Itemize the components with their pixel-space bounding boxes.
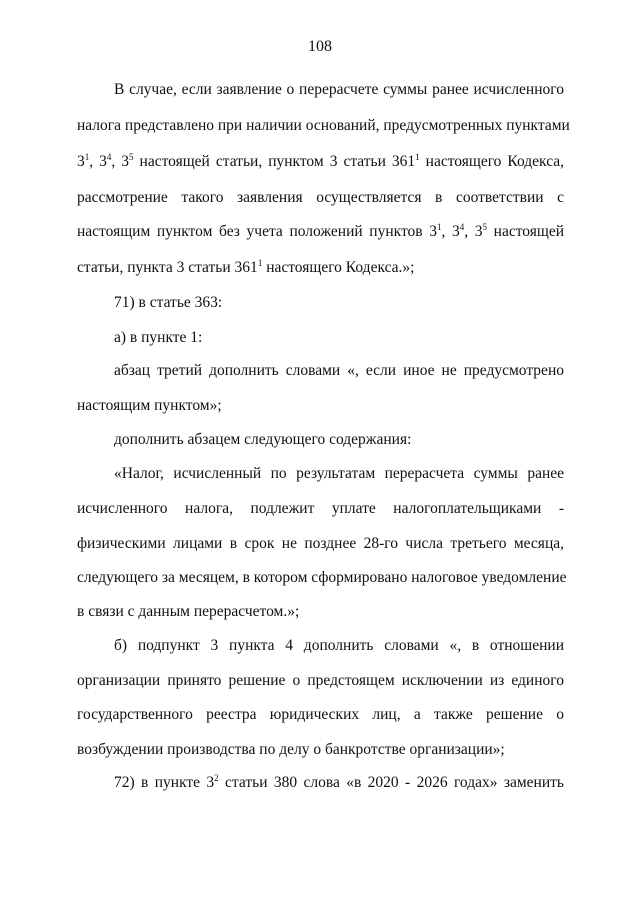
- ref-3-5: , 3: [111, 153, 130, 170]
- text-line-2: налога представлено при наличии оснований, предусмотренных пунктами: [77, 117, 570, 134]
- text-line-7: 71) в статье 363:: [114, 294, 223, 311]
- text-line-14: физическими лицами в срок не позднее 28-го числа третьего месяца,: [77, 535, 564, 552]
- text-line-15: следующего за месяцем, в котором сформировано налоговое уведомление: [77, 569, 567, 586]
- sup-2: 2: [214, 773, 219, 783]
- sup-4: 4: [106, 152, 112, 162]
- text-segment: 72) в пункте 3: [114, 774, 215, 791]
- text-line-13: исчисленного налога, подлежит уплате налогоплательщиками -: [77, 500, 564, 517]
- text-line-10: настоящим пунктом»;: [77, 397, 222, 414]
- text-line-3: [77, 152, 564, 172]
- text-segment: настоящей: [487, 223, 564, 240]
- sup-1: 1: [437, 222, 442, 232]
- text-line-12: «Налог, исчисленный по результатам перерасчета суммы ранее: [114, 465, 564, 482]
- sup-1: 1: [415, 152, 420, 162]
- sup-5: 5: [129, 152, 134, 162]
- text-line-17: б) подпункт 3 пункта 4 дополнить словами «, в отношении: [114, 637, 564, 654]
- text-segment: настоящей статьи, пунктом 3 статьи 361: [133, 153, 416, 170]
- ref-3: 3: [77, 153, 85, 170]
- ref-3-4: , 3: [89, 153, 107, 170]
- text-segment: настоящего Кодекса.»;: [262, 259, 415, 276]
- text-line-20: возбуждении производства по делу о банкротстве организации»;: [77, 741, 505, 758]
- text-line-4: рассмотрение такого заявления осуществляется в соответствии с: [77, 189, 564, 206]
- text-segment: статьи 380 слова «в 2020 - 2026 годах» заменить: [218, 774, 564, 791]
- text-line-6: [77, 258, 564, 278]
- ref-3-4: , 3: [441, 223, 460, 240]
- text-line-8: а) в пункте 1:: [114, 329, 203, 346]
- text-segment: статьи, пункта 3 статьи 361: [77, 259, 258, 276]
- page-number: 108: [308, 38, 332, 55]
- text-line-16: в связи с данным перерасчетом.»;: [77, 603, 300, 620]
- sup-5: 5: [482, 222, 488, 232]
- text-line-9: абзац третий дополнить словами «, если иное не предусмотрено: [114, 362, 564, 379]
- sup-4: 4: [459, 222, 465, 232]
- ref-3-5: , 3: [464, 223, 483, 240]
- text-line-1: В случае, если заявление о перерасчете суммы ранее исчисленного: [114, 81, 564, 98]
- text-line-21: [114, 773, 564, 793]
- sup-1: 1: [257, 258, 263, 268]
- text-line-18: организации принято решение о предстоящем исключении из единого: [77, 672, 564, 689]
- text-segment: настоящим пунктом без учета положений пунктов 3: [77, 223, 437, 240]
- text-line-5: [77, 222, 564, 242]
- text-line-11: дополнить абзацем следующего содержания:: [114, 431, 412, 448]
- text-line-19: государственного реестра юридических лиц, а также решение о: [77, 706, 564, 723]
- text-segment: настоящего Кодекса,: [419, 153, 565, 170]
- sup-1: 1: [84, 152, 90, 162]
